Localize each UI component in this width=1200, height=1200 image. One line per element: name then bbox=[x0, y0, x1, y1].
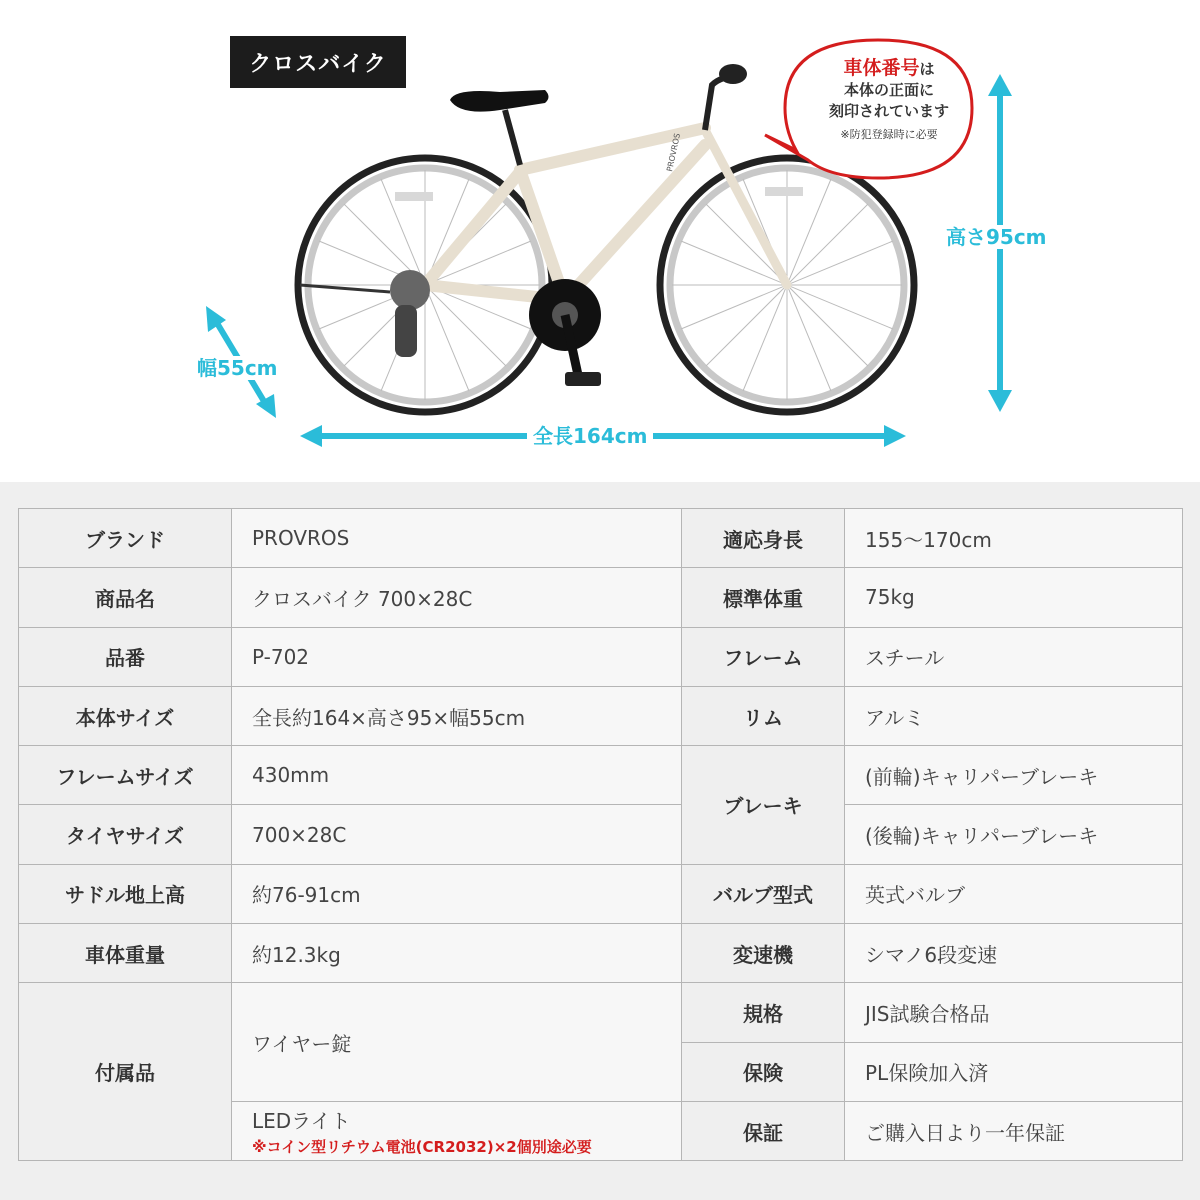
rear-derailleur bbox=[395, 305, 417, 357]
saddle bbox=[450, 90, 549, 112]
spec-value: ご購入日より一年保証 bbox=[845, 1101, 1183, 1160]
spec-label: 標準体重 bbox=[682, 568, 845, 627]
length-label: 全長164cm bbox=[527, 424, 653, 448]
spec-label: リム bbox=[682, 686, 845, 745]
product-image-area bbox=[0, 0, 1200, 482]
table-row bbox=[19, 924, 1183, 983]
callout-heading: 車体番号 bbox=[843, 57, 920, 79]
spec-label: 保険 bbox=[682, 1042, 845, 1101]
spec-value: PL保険加入済 bbox=[845, 1042, 1183, 1101]
spec-value: クロスバイク 700×28C bbox=[232, 568, 682, 627]
table-row bbox=[19, 627, 1183, 686]
width-label: 幅55cm bbox=[197, 356, 278, 380]
table-row bbox=[19, 509, 1183, 568]
callout-note: ※防犯登録時に必要 bbox=[840, 128, 938, 141]
table-row bbox=[19, 805, 1183, 864]
table-row bbox=[19, 568, 1183, 627]
spec-label: 保証 bbox=[682, 1101, 845, 1160]
handlebar bbox=[705, 76, 745, 130]
spec-label: 本体サイズ bbox=[19, 686, 232, 745]
bike-frame bbox=[425, 128, 787, 300]
spec-label: フレーム bbox=[682, 627, 845, 686]
spec-value: JIS試験合格品 bbox=[845, 983, 1183, 1042]
spec-value: 英式バルブ bbox=[845, 864, 1183, 923]
spec-value: PROVROS bbox=[232, 509, 682, 568]
spec-label: バルブ型式 bbox=[682, 864, 845, 923]
spec-value: スチール bbox=[845, 627, 1183, 686]
callout-line2: 本体の正面に bbox=[843, 81, 934, 99]
spec-value: 430mm bbox=[232, 746, 682, 805]
spec-value: P-702 bbox=[232, 627, 682, 686]
spec-value: (後輪)キャリパーブレーキ bbox=[845, 805, 1183, 864]
table-row bbox=[19, 686, 1183, 745]
seat-post bbox=[505, 110, 520, 165]
spec-value: (前輪)キャリパーブレーキ bbox=[845, 746, 1183, 805]
spec-value: 75kg bbox=[845, 568, 1183, 627]
spec-label: ブランド bbox=[19, 509, 232, 568]
spec-table bbox=[18, 508, 1183, 1161]
table-row bbox=[19, 983, 1183, 1042]
height-label: 高さ95cm bbox=[946, 225, 1047, 249]
spec-value: LEDライト bbox=[252, 1109, 351, 1134]
bell-icon bbox=[719, 64, 747, 84]
spec-label: 品番 bbox=[19, 627, 232, 686]
serial-number-callout bbox=[800, 58, 978, 145]
spec-label: 付属品 bbox=[19, 983, 232, 1161]
battery-note: ※コイン型リチウム電池(CR2032)×2個別途必要 bbox=[252, 1138, 592, 1157]
accessory-led-cell bbox=[232, 1101, 682, 1160]
spec-label: ブレーキ bbox=[682, 746, 845, 865]
category-badge: クロスバイク bbox=[230, 36, 406, 88]
spec-label: 車体重量 bbox=[19, 924, 232, 983]
spec-label: フレームサイズ bbox=[19, 746, 232, 805]
spec-value: 約76-91cm bbox=[232, 864, 682, 923]
spec-label: サドル地上高 bbox=[19, 864, 232, 923]
spec-label: 適応身長 bbox=[682, 509, 845, 568]
spec-value: アルミ bbox=[845, 686, 1183, 745]
frame-logo: PROVROS bbox=[665, 132, 683, 173]
spec-value: 全長約164×高さ95×幅55cm bbox=[232, 686, 682, 745]
spec-value: 155〜170cm bbox=[845, 509, 1183, 568]
callout-line3: 刻印されています bbox=[828, 102, 949, 120]
spec-value: 700×28C bbox=[232, 805, 682, 864]
spec-label: 変速機 bbox=[682, 924, 845, 983]
spec-label: 商品名 bbox=[19, 568, 232, 627]
spec-value: シマノ6段変速 bbox=[845, 924, 1183, 983]
pedal bbox=[565, 372, 601, 386]
spec-label: タイヤサイズ bbox=[19, 805, 232, 864]
spec-value: ワイヤー錠 bbox=[232, 983, 682, 1102]
spec-label: 規格 bbox=[682, 983, 845, 1042]
spec-value: 約12.3kg bbox=[232, 924, 682, 983]
table-row bbox=[19, 864, 1183, 923]
callout-heading-suffix: は bbox=[919, 60, 935, 78]
table-row bbox=[19, 746, 1183, 805]
cassette bbox=[390, 270, 430, 310]
